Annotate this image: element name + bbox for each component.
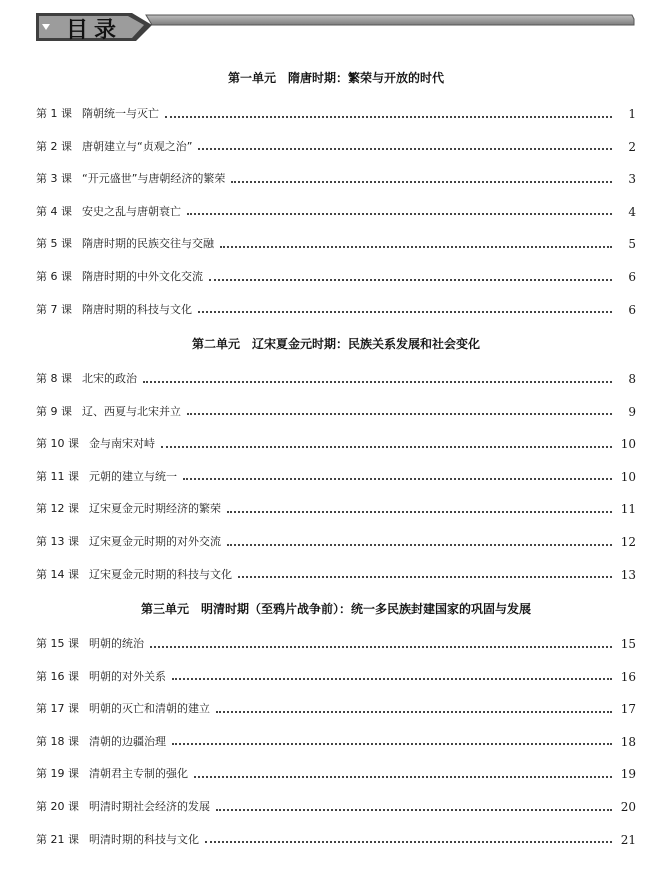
toc-entry[interactable] xyxy=(36,467,636,487)
unit-heading: 第三单元 明清时期（至鸦片战争前）：统一多民族封建国家的巩固与发展 xyxy=(140,602,531,616)
lesson-number: 第 6 课 xyxy=(36,270,72,283)
page-number: 9 xyxy=(628,404,636,419)
page-number: 4 xyxy=(628,204,636,219)
lesson-title: 明清时期社会经济的发展 xyxy=(89,800,210,813)
unit-heading: 第一单元 隋唐时期：繁荣与开放的时代 xyxy=(227,71,444,85)
unit-heading: 第二单元 辽宋夏金元时期：民族关系发展和社会变化 xyxy=(191,337,480,351)
lesson-number: 第 12 课 xyxy=(36,502,79,516)
lesson-title: 隋唐时期的科技与文化 xyxy=(82,302,192,316)
lesson-number: 第 10 课 xyxy=(36,437,79,451)
page-number: 21 xyxy=(620,832,636,847)
lesson-title: 辽宋夏金元时期经济的繁荣 xyxy=(89,502,221,516)
page-number: 2 xyxy=(628,139,636,154)
lesson-title: 隋唐时期的中外文化交流 xyxy=(82,270,203,283)
dot-leader xyxy=(150,645,612,648)
lesson-title: 辽宋夏金元时期的对外交流 xyxy=(89,535,221,548)
lesson-title: 清朝君主专制的强化 xyxy=(89,767,188,781)
page-number: 18 xyxy=(620,734,636,749)
lesson-number: 第 18 课 xyxy=(36,734,79,748)
dot-leader xyxy=(209,278,612,281)
lesson-number: 第 17 课 xyxy=(36,702,79,716)
page-number: 15 xyxy=(620,637,636,651)
lesson-number: 第 13 课 xyxy=(36,535,79,548)
toc-entry[interactable] xyxy=(36,369,636,389)
lesson-number: 第 7 课 xyxy=(36,302,72,316)
dot-leader xyxy=(194,775,612,778)
lesson-number: 第 16 课 xyxy=(36,669,79,683)
page-number: 5 xyxy=(628,237,636,252)
page-number: 8 xyxy=(628,372,636,386)
dot-leader xyxy=(231,180,612,183)
lesson-title: 唐朝建立与“贞观之治” xyxy=(82,139,193,153)
toc-entry[interactable] xyxy=(36,434,636,454)
page-number: 10 xyxy=(620,469,636,484)
lesson-number: 第 20 课 xyxy=(36,800,79,813)
toc-entry[interactable] xyxy=(36,830,636,850)
toc-title: 目录 xyxy=(66,18,123,43)
toc-entry[interactable] xyxy=(36,499,636,519)
dot-leader xyxy=(205,840,612,843)
page-number: 11 xyxy=(620,502,636,517)
dot-leader xyxy=(165,115,612,118)
dot-leader xyxy=(216,808,612,811)
toc-header-bar xyxy=(36,11,636,43)
lesson-title: 北宋的政治 xyxy=(82,372,137,385)
toc-entry[interactable] xyxy=(36,300,636,320)
page-number: 17 xyxy=(620,702,636,717)
toc-entry[interactable] xyxy=(36,169,636,189)
page-number: 19 xyxy=(620,767,636,782)
toc-entry[interactable] xyxy=(36,764,636,784)
dot-leader xyxy=(172,742,612,745)
dot-leader xyxy=(183,477,612,480)
page-number: 6 xyxy=(628,270,636,284)
lesson-title: 明朝的统治 xyxy=(89,637,144,650)
lesson-title: 金与南宋对峙 xyxy=(89,437,155,451)
lesson-number: 第 15 课 xyxy=(36,637,79,650)
dot-leader xyxy=(187,212,612,215)
dot-leader xyxy=(143,380,612,383)
toc-entry[interactable] xyxy=(36,565,636,585)
page-number: 1 xyxy=(628,107,636,121)
lesson-number: 第 14 课 xyxy=(36,567,79,581)
dot-leader xyxy=(187,412,612,415)
lesson-title: 辽宋夏金元时期的科技与文化 xyxy=(89,567,232,581)
header-banner-graphic xyxy=(36,11,636,43)
dot-leader xyxy=(216,710,612,713)
lesson-title: “开元盛世”与唐朝经济的繁荣 xyxy=(82,172,226,186)
dot-leader xyxy=(161,445,612,448)
lesson-number: 第 11 课 xyxy=(36,469,79,483)
toc-entry[interactable] xyxy=(36,532,636,552)
lesson-title: 元朝的建立与统一 xyxy=(89,469,177,483)
toc-entry[interactable] xyxy=(36,402,636,422)
dot-leader xyxy=(227,543,612,546)
lesson-number: 第 9 课 xyxy=(36,404,72,418)
lesson-title: 辽、西夏与北宋并立 xyxy=(82,404,181,418)
lesson-number: 第 19 课 xyxy=(36,767,79,781)
lesson-number: 第 21 课 xyxy=(36,832,79,846)
page-number: 12 xyxy=(620,535,636,549)
lesson-number: 第 3 课 xyxy=(36,172,72,186)
toc-entry[interactable] xyxy=(36,202,636,222)
toc-entry[interactable] xyxy=(36,699,636,719)
dot-leader xyxy=(198,147,612,150)
page-number: 6 xyxy=(628,302,636,317)
page-number: 3 xyxy=(628,172,636,187)
toc-entry[interactable] xyxy=(36,234,636,254)
lesson-number: 第 8 课 xyxy=(36,372,72,385)
lesson-title: 隋唐时期的民族交往与交融 xyxy=(82,237,214,251)
dot-leader xyxy=(220,245,612,248)
lesson-number: 第 1 课 xyxy=(36,107,72,120)
page-number: 20 xyxy=(620,800,636,814)
toc-entry[interactable] xyxy=(36,137,636,157)
dot-leader xyxy=(172,677,612,680)
toc-entry[interactable] xyxy=(36,104,636,124)
lesson-number: 第 4 课 xyxy=(36,204,72,218)
toc-entry[interactable] xyxy=(36,797,636,817)
lesson-number: 第 2 课 xyxy=(36,139,72,153)
lesson-title: 明清时期的科技与文化 xyxy=(89,832,199,846)
dot-leader xyxy=(227,510,612,513)
toc-entry[interactable] xyxy=(36,667,636,687)
lesson-title: 清朝的边疆治理 xyxy=(89,734,166,748)
lesson-title: 安史之乱与唐朝衰亡 xyxy=(82,204,181,218)
page-number: 13 xyxy=(620,567,636,582)
page-number: 16 xyxy=(620,669,636,684)
lesson-number: 第 5 课 xyxy=(36,237,72,251)
toc-entry[interactable] xyxy=(36,732,636,752)
lesson-title: 明朝的灭亡和清朝的建立 xyxy=(89,702,210,716)
toc-entry[interactable] xyxy=(36,267,636,287)
toc-entry[interactable] xyxy=(36,634,636,654)
lesson-title: 明朝的对外关系 xyxy=(89,669,166,683)
dot-leader xyxy=(238,575,612,578)
page-number: 10 xyxy=(620,437,636,452)
dot-leader xyxy=(198,310,612,313)
lesson-title: 隋朝统一与灭亡 xyxy=(82,107,159,120)
